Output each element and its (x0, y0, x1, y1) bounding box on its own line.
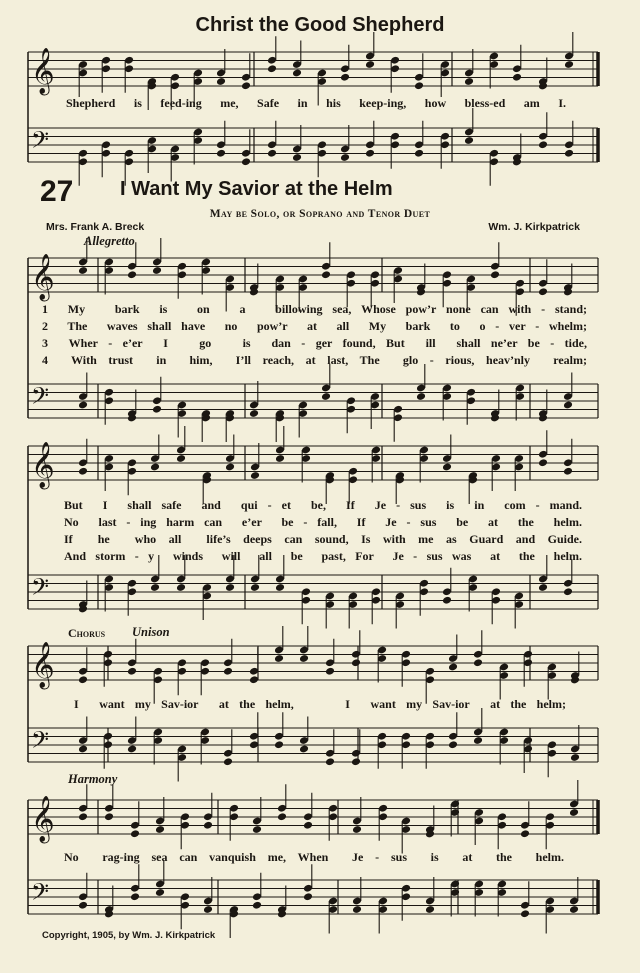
note-head (252, 825, 262, 834)
note-head (563, 467, 573, 476)
note-head (130, 829, 140, 838)
note-head (104, 812, 114, 821)
note-head (267, 64, 277, 73)
note-head (223, 667, 233, 676)
note-head (416, 392, 426, 401)
verse-3-line-a: 3 Wher - e’er I go is dan - ger found, But ill shall ne’er be - tide, (42, 336, 587, 350)
note-head (241, 81, 251, 90)
note-head (203, 905, 213, 914)
note-head (277, 812, 287, 821)
note-head (520, 829, 530, 838)
note-head (225, 583, 235, 592)
note-head (490, 270, 500, 279)
note-head (127, 667, 137, 676)
note-head (569, 905, 579, 914)
note-head (150, 463, 160, 472)
note-head (473, 658, 483, 667)
note-head (352, 905, 362, 914)
note-head (155, 888, 165, 897)
note-head (442, 596, 452, 605)
music-credit: Wm. J. Kirkpatrick (488, 221, 580, 233)
note-head (351, 658, 361, 667)
note-head (352, 825, 362, 834)
note-head (538, 583, 548, 592)
note-head (321, 270, 331, 279)
note-head (292, 153, 302, 162)
note-head (464, 77, 474, 86)
note-head (299, 654, 309, 663)
note-head (563, 401, 573, 410)
bass-clef-icon: 𝄢 (31, 726, 50, 759)
note-head (569, 808, 579, 817)
note-head (292, 69, 302, 78)
note-head (464, 136, 474, 145)
note-head (473, 736, 483, 745)
note-head (216, 149, 226, 158)
note-head (425, 905, 435, 914)
copyright-notice: Copyright, 1905, by Wm. J. Kirkpatrick (42, 930, 216, 941)
chorus-lyric-harmony: No rag-ing sea can vanquish me, When Je - sus is at the helm. (64, 850, 564, 864)
note-head (512, 73, 522, 82)
note-head (365, 149, 375, 158)
note-head (78, 467, 88, 476)
note-head (448, 663, 458, 672)
note-head (275, 583, 285, 592)
unison-label: Unison (132, 625, 170, 639)
note-head (340, 153, 350, 162)
hymn-title-christ-the-good-shepherd: Christ the Good Shepherd (195, 14, 445, 36)
note-head (78, 266, 88, 275)
note-head (216, 77, 226, 86)
note-head (176, 583, 186, 592)
note-head (267, 149, 277, 158)
bass-clef-icon: 𝄢 (31, 878, 50, 911)
note-head (223, 757, 233, 766)
note-head (130, 892, 140, 901)
chorus-lyric-unison: I want my Sav-ior at the helm, I want my Sav-ior at the helm; (74, 697, 566, 711)
note-head (538, 140, 548, 149)
note-head (78, 901, 88, 910)
note-head (325, 667, 335, 676)
note-head (78, 675, 88, 684)
words-credit: Mrs. Frank A. Breck (46, 221, 145, 233)
note-head (203, 821, 213, 830)
verse-2-line-b: No last - ing harm can e’er be - fall, If Je - sus be at the helm. (64, 515, 582, 529)
note-head (564, 149, 574, 158)
note-head (365, 60, 375, 69)
treble-clef-icon: 𝄞 (31, 442, 55, 488)
note-head (274, 740, 284, 749)
note-head (325, 757, 335, 766)
bass-clef-icon: 𝄢 (31, 573, 50, 606)
note-head (275, 454, 285, 463)
note-head (570, 753, 580, 762)
note-head (155, 825, 165, 834)
note-head (249, 409, 259, 418)
note-head (520, 909, 530, 918)
verse-1-line-b: But I shall safe and qui - et be, If Je - sus is in com - mand. (64, 498, 582, 512)
treble-clef-icon: 𝄞 (31, 254, 55, 300)
note-head (303, 892, 313, 901)
note-head (250, 583, 260, 592)
note-head (414, 149, 424, 158)
verse-4-line-b: And storm - y winds will all be past, For Je - sus was at the helm. (64, 549, 582, 563)
note-head (78, 401, 88, 410)
note-head (340, 73, 350, 82)
note-head (78, 745, 88, 754)
bass-clef-icon: 𝄢 (31, 126, 50, 159)
treble-clef-icon: 𝄞 (31, 796, 55, 842)
verse-4-line-a: 4 With trust in him, I’ll reach, at last, The glo - rious, heav’nly realm; (42, 353, 587, 367)
note-head (321, 392, 331, 401)
chorus-label: Chorus (68, 626, 106, 640)
note-head (241, 157, 251, 166)
verse-2-line-a: 2 The waves shall have no pow’r at all My bark to o - ver - whelm; (42, 319, 587, 333)
note-head (252, 901, 262, 910)
note-head (564, 60, 574, 69)
treble-clef-icon: 𝄞 (31, 48, 55, 94)
verse-3-line-b: If he who all life’s deeps can sound, Is with me as Guard and Guide. (64, 532, 582, 546)
note-head (442, 463, 452, 472)
note-head (538, 287, 548, 296)
note-head (176, 454, 186, 463)
note-head (538, 458, 548, 467)
bass-clef-icon: 𝄢 (31, 382, 50, 415)
harmony-label: Harmony (68, 772, 118, 786)
hymn-number: 27 (40, 175, 74, 208)
note-head (448, 740, 458, 749)
note-head (563, 587, 573, 596)
note-head (303, 821, 313, 830)
note-head (351, 757, 361, 766)
verse-1-line-a: 1 My bark is on a billowing sea, Whose pow’r none can with - stand; (42, 302, 587, 316)
note-head (127, 745, 137, 754)
note-head (150, 583, 160, 592)
note-head (274, 654, 284, 663)
hymn-title-i-want-my-savior: I Want My Savior at the Helm (120, 178, 393, 200)
note-head (152, 405, 162, 414)
note-head (152, 266, 162, 275)
hymn-subtitle: May be Solo, or Soprano and Tenor Duet (209, 208, 431, 220)
note-head (250, 471, 260, 480)
note-head (127, 270, 137, 279)
note-head (78, 812, 88, 821)
note-head (225, 463, 235, 472)
note-head (299, 745, 309, 754)
tempo-marking: Allegretto (84, 234, 135, 248)
note-head (414, 81, 424, 90)
hymn1-lyric-line: Shepherd is feed-ing me, Safe in his keep-ing, how bless-ed am I. (66, 96, 566, 110)
treble-clef-icon: 𝄞 (31, 642, 55, 688)
